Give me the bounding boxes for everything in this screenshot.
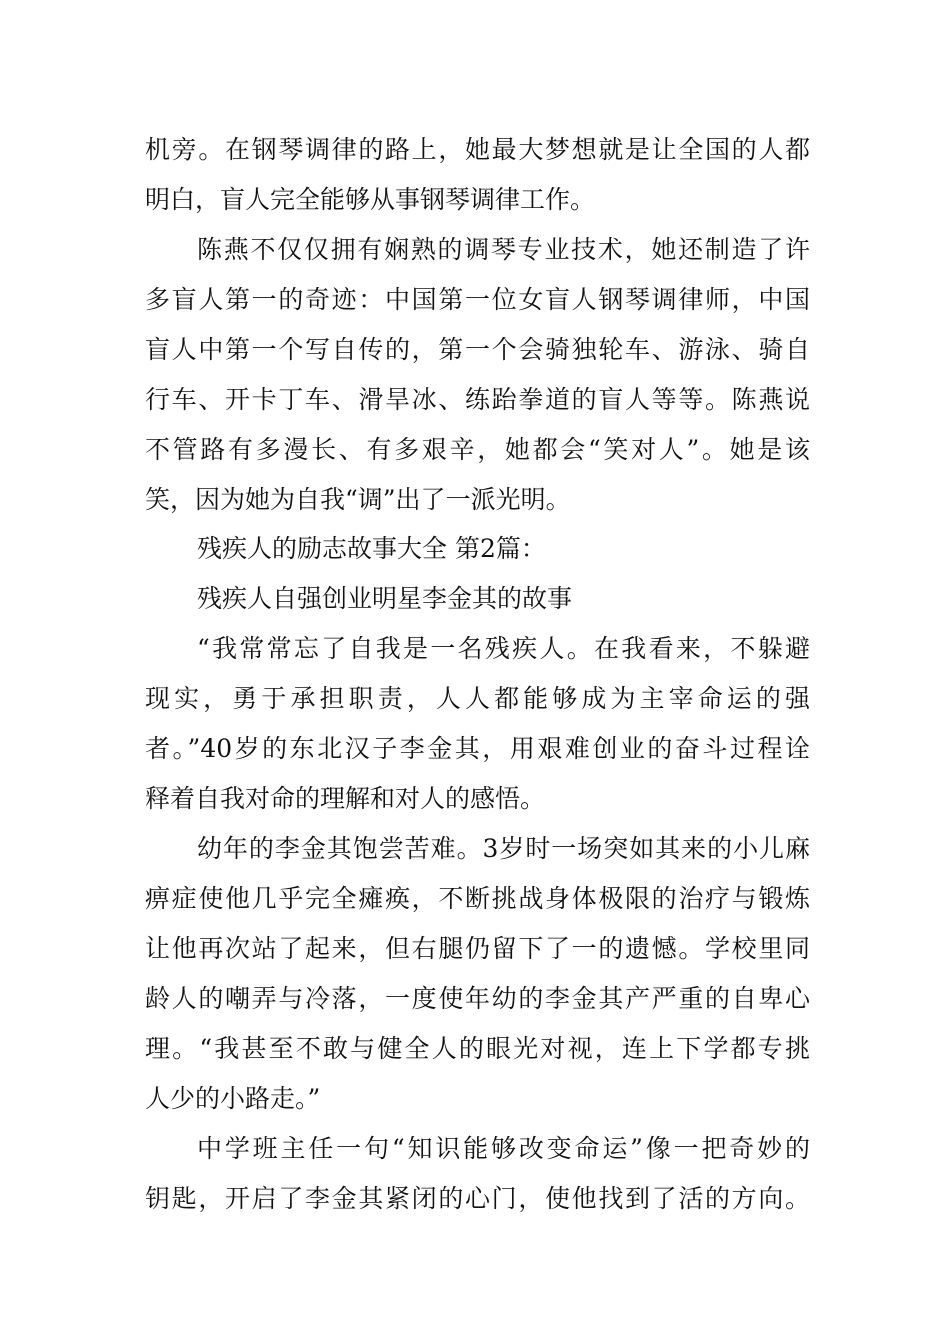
paragraph-line: “我常常忘了自我是一名残疾人。在我看来，不躲避	[197, 634, 810, 663]
section-heading: 残疾人的励志故事大全 第2篇：	[197, 534, 546, 563]
paragraph-line: 幼年的李金其饱尝苦难。3岁时一场突如其来的小儿麻	[197, 834, 810, 863]
paragraph-line: 痹症使他几乎完全瘫痪，不断挑战身体极限的治疗与锻炼	[145, 884, 810, 913]
paragraph-line: 龄人的嘲弄与冷落，一度使年幼的李金其产严重的自卑心	[145, 984, 810, 1013]
paragraph-line: 陈燕不仅仅拥有娴熟的调琴专业技术，她还制造了许	[197, 235, 810, 264]
paragraph-line: 多盲人第一的奇迹：中国第一位女盲人钢琴调律师，中国	[145, 285, 810, 314]
paragraph-line: 让他再次站了起来，但右腿仍留下了一的遗憾。学校里同	[145, 934, 810, 963]
paragraph-line: 笑，因为她为自我“调”出了一派光明。	[145, 485, 571, 514]
paragraph-line: 人少的小路走。”	[145, 1084, 321, 1113]
paragraph-line: 钥匙，开启了李金其紧闭的心门，使他找到了活的方向。	[145, 1184, 810, 1213]
paragraph-line: 现实，勇于承担职责，人人都能够成为主宰命运的强	[145, 684, 810, 713]
paragraph-line: 不管路有多漫长、有多艰辛，她都会“笑对人”。她是该	[145, 435, 810, 464]
paragraph-line: 者。”40岁的东北汉子李金其，用艰难创业的奋斗过程诠	[145, 734, 810, 763]
story-title: 残疾人自强创业明星李金其的故事	[197, 584, 573, 613]
paragraph-line: 明白，盲人完全能够从事钢琴调律工作。	[145, 185, 596, 214]
paragraph-line: 理。“我甚至不敢与健全人的眼光对视，连上下学都专挑	[145, 1034, 810, 1063]
paragraph-line: 中学班主任一句“知识能够改变命运”像一把奇妙的	[197, 1134, 810, 1163]
paragraph-line: 行车、开卡丁车、滑旱冰、练跆拳道的盲人等等。陈燕说	[145, 385, 810, 414]
paragraph-line: 盲人中第一个写自传的，第一个会骑独轮车、游泳、骑自	[145, 335, 810, 364]
paragraph-line: 机旁。在钢琴调律的路上，她最大梦想就是让全国的人都	[145, 135, 810, 164]
paragraph-line: 释着自我对命的理解和对人的感悟。	[145, 784, 546, 813]
